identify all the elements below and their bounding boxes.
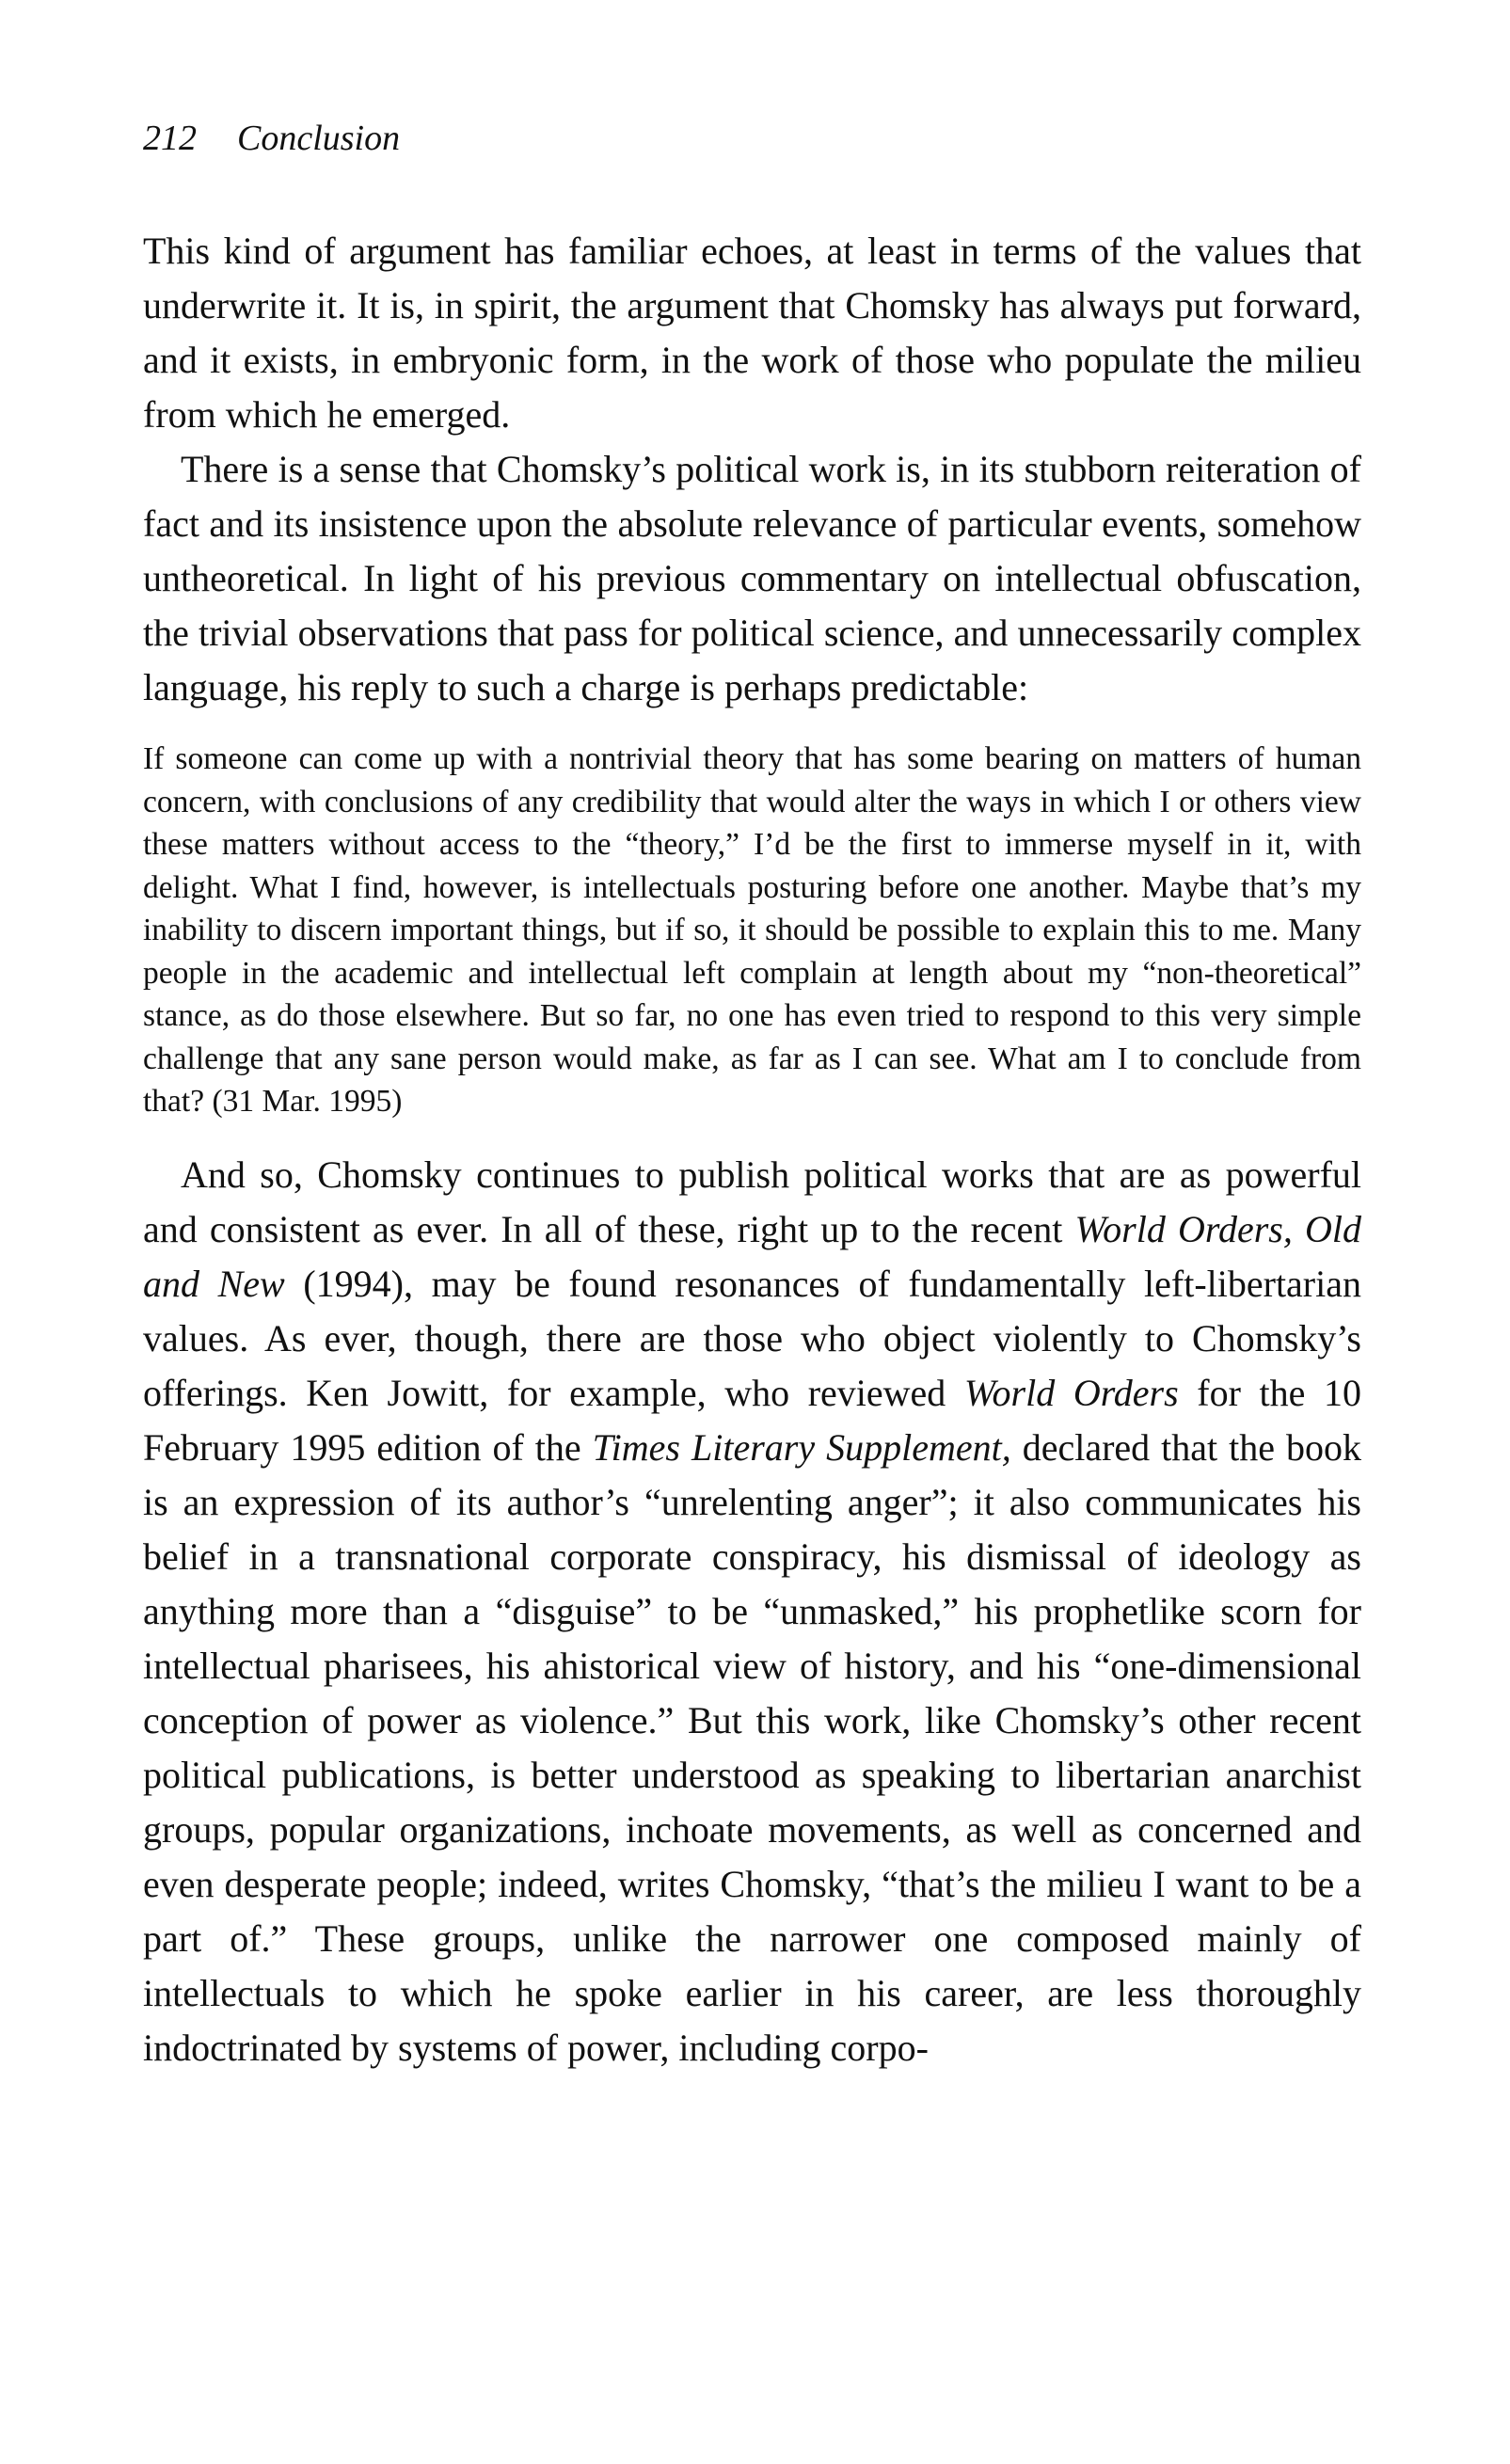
body-text — [143, 224, 1361, 2075]
running-head — [143, 120, 1361, 158]
running-title: Conclusion — [237, 119, 401, 158]
book-page — [143, 120, 1361, 2075]
book-title-world-orders-old-and-new: World Orders, Old and New — [143, 1207, 1361, 1305]
book-title-world-orders: World Orders — [963, 1371, 1179, 1414]
page-number: 212 — [143, 119, 197, 158]
paragraph-1: This kind of argument has familiar echoes, at least in terms of the values that underwrite it. It is, in spirit, the argument that Chomsky has always put forward, and it exists, in embryonic form, in the work of those who populate the milieu from which he emerged. — [143, 230, 1361, 436]
paragraph-3-text-a: And so, Chomsky continues to publish political works that are as powerful and consistent as ever. In all of these, right up to the recent — [143, 1153, 1361, 1250]
paragraph-2: There is a sense that Chomsky’s political work is, in its stubborn reiteration of fact and its insistence upon the absolute relevance of particular events, somehow untheoretical. In light of his previous commentary on intellectual obfuscation, the trivial observations that pass for political science, and unnecessarily complex language, his reply to such a charge is perhaps predictable: — [143, 448, 1361, 708]
paragraph-3-text-d: declared that the book is an expression of its author’s “unrelenting anger”; it also communicates his belief in a transnational corporate conspiracy, his dismissal of ideology as anything more than a “disguise” to be “unmasked,” his prophetlike scorn for intellectual pharisees, his ahistorical view of history, and his “one-dimensional conception of power as violence.” But this work, like Chomsky’s other recent political publications, is better understood as speaking to libertarian anarchist groups, popular organizations, inchoate movements, as well as concerned and even desperate people; indeed, writes Chomsky, “that’s the milieu I want to be a part of.” These groups, unlike the narrower one composed mainly of intellectuals to which he spoke earlier in his career, are less thoroughly indoctrinated by systems of power, including corpo- — [143, 1425, 1362, 2069]
paragraph-3-text-c: for the 10 February 1995 edition of the — [143, 1371, 1362, 1469]
block-quote: If someone can come up with a nontrivial theory that has some bearing on matters of human concern, with conclusions of any credibility that would alter the ways in which I or others view these matters without access to the “theory,” I’d be the first to immerse myself in it, with delight. What I find, however, is intellectuals posturing before one another. Maybe that’s my inability to discern important things, but if so, it should be possible to explain this to me. Many people in the academic and intellectual left complain at length about my “non-theoretical” stance, as do those elsewhere. But so far, no one has even tried to respond to this very simple challenge that any sane person would make, as far as I can see. What am I to conclude from that? (31 Mar. 1995) — [143, 741, 1361, 1119]
paragraph-3-text-b: (1994), may be found resonances of fundamentally left-libertarian values. As ever, though, there are those who object violently to Chomsky’s offerings. Ken Jowitt, for example, who reviewed — [143, 1262, 1361, 1414]
publication-title-tls: Times Literary Supplement, — [592, 1425, 1011, 1469]
paragraph-3 — [143, 1148, 1361, 2075]
